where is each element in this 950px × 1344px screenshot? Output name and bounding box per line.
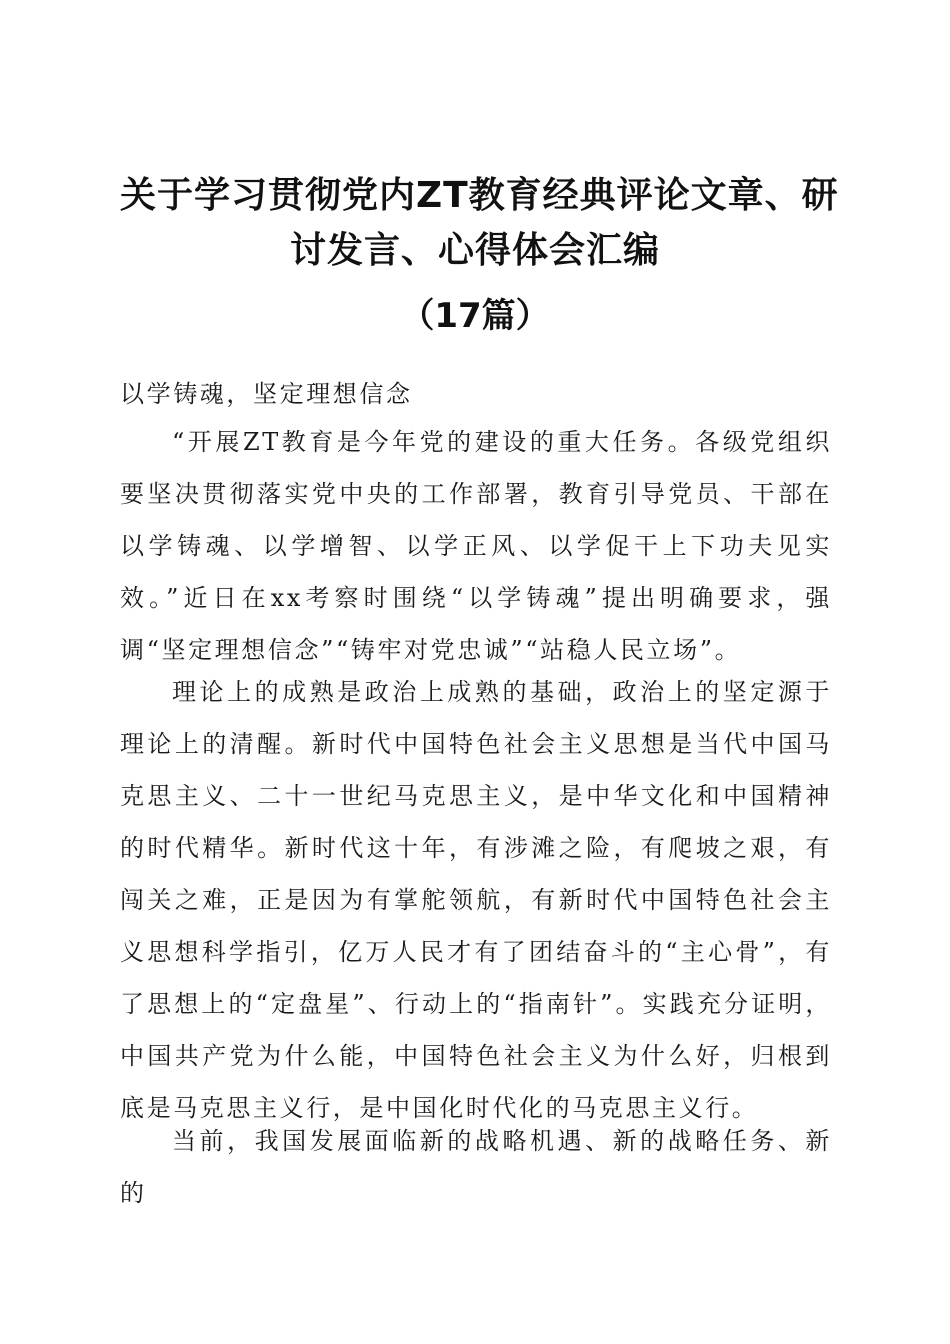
paragraph-3: 当前，我国发展面临新的战略机遇、新的战略任务、新的 xyxy=(120,1127,832,1207)
title-line-1: 关于学习贯彻党内ZT教育经典评论文章、研 xyxy=(120,175,839,216)
title-line-2: 讨发言、心得体会汇编 xyxy=(289,230,660,271)
document-subtitle: （17篇） xyxy=(400,296,550,336)
document-title xyxy=(120,168,839,278)
section-heading: 以学铸魂，坚定理想信念 xyxy=(120,380,413,408)
paragraph-1: “开展ZT教育是今年党的建设的重大任务。各级党组织要坚决贯彻落实党中央的工作部署，教育引导党员、干部在以学铸魂、以学增智、以学正风、以学促干上下功夫见实效。”近日在xx考察时围绕“以学铸魂”提出明确要求，强调“坚定理想信念”“铸牢对党忠诚”“站稳人民立场”。 xyxy=(120,428,832,664)
paragraph-2: 理论上的成熟是政治上成熟的基础，政治上的坚定源于理论上的清醒。新时代中国特色社会主义思想是当代中国马克思主义、二十一世纪马克思主义，是中华文化和中国精神的时代精华。新时代这十年，有涉滩之险，有爬坡之艰，有闯关之难，正是因为有掌舵领航，有新时代中国特色社会主义思想科学指引，亿万人民才有了团结奋斗的“主心骨”，有了思想上的“定盘星”、行动上的“指南针”。实践充分证明，中国共产党为什么能，中国特色社会主义为什么好，归根到底是马克思主义行，是中国化时代化的马克思主义行。 xyxy=(120,678,832,1122)
